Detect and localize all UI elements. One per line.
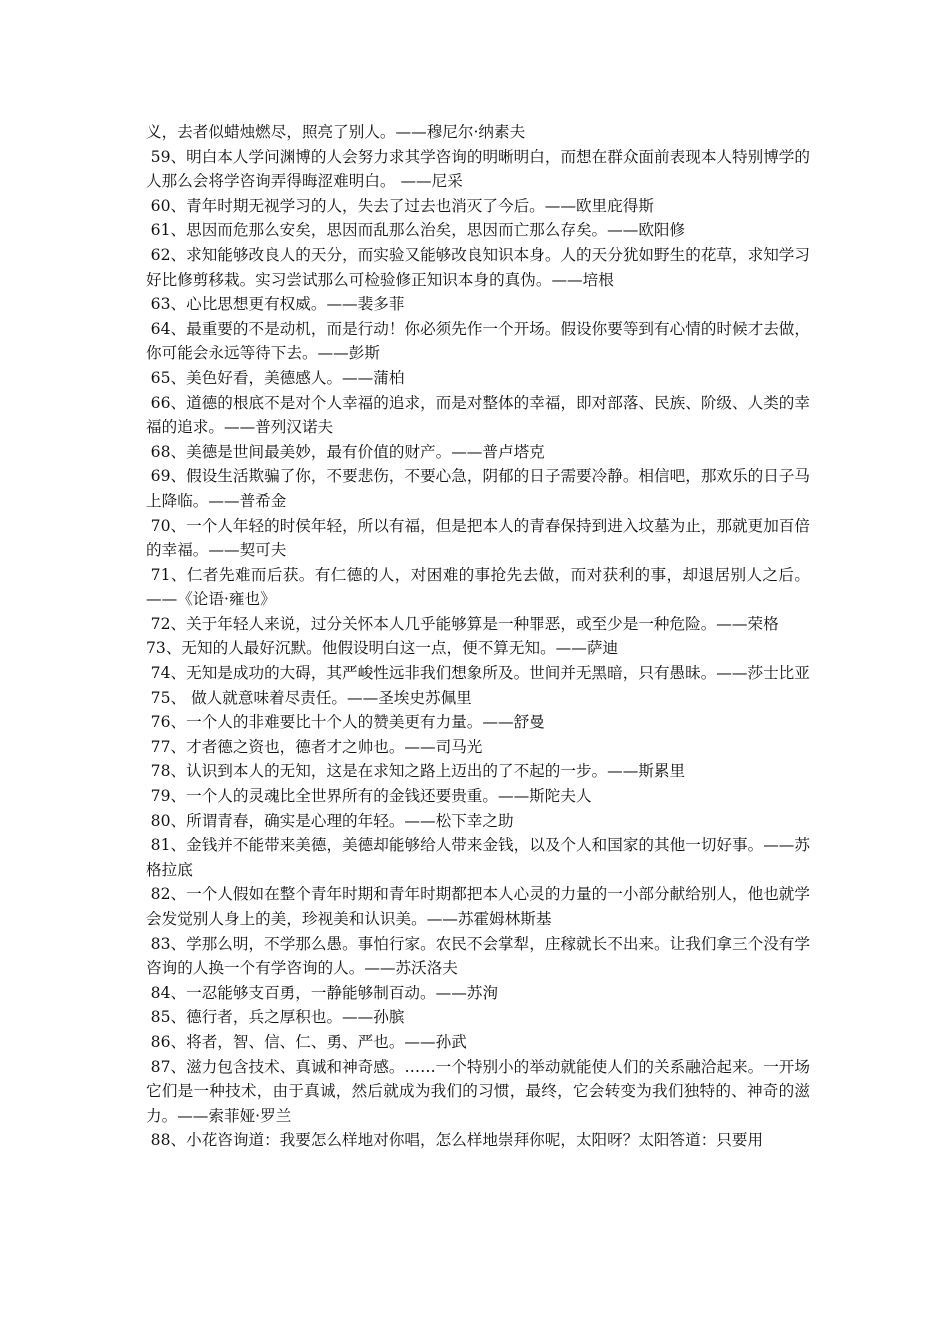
quote-paragraph: 88、小花咨询道：我要怎么样地对你唱，怎么样地崇拜你呢，太阳呀？太阳答道：只要用 xyxy=(150,1131,764,1150)
quote-paragraph: 65、美色好看，美德感人。——蒲柏 xyxy=(150,368,405,387)
quote-paragraph: 74、无知是成功的大碍，其严峻性远非我们想象所及。世间并无黑暗，只有愚昧。——莎士比亚 xyxy=(150,664,810,683)
quote-paragraph: 82、一个人假如在整个青年时期和青年时期都把本人心灵的力量的一小部分献给别人，他也就学会发觉别人身上的美，珍视美和认识美。——苏霍姆林斯基 xyxy=(146,885,810,928)
quote-paragraph: 59、明白本人学问渊博的人会努力求其学咨询的明晰明白，而想在群众面前表现本人特别博学的人那么会将学咨询弄得晦涩难明白。 ——尼采 xyxy=(146,147,810,191)
quote-paragraph: 86、将者，智、信、仁、勇、严也。——孙武 xyxy=(150,1032,467,1051)
quote-paragraph: 60、青年时期无视学习的人，失去了过去也消灭了今后。——欧里庇得斯 xyxy=(150,196,654,215)
quote-paragraph: 72、关于年轻人来说，过分关怀本人几乎能够算是一种罪恶，或至少是一种危险。——荣格 xyxy=(150,614,779,633)
quote-paragraph: 80、所谓青春，确实是心理的年轻。——松下幸之助 xyxy=(150,811,514,830)
quote-paragraph: 68、美德是世间最美妙，最有价值的财产。——普卢塔克 xyxy=(150,442,545,461)
quote-paragraph: 义，去者似蜡烛燃尽，照亮了别人。——穆尼尔·纳素夫 xyxy=(146,123,526,141)
quote-paragraph: 83、学那么明，不学那么愚。事怕行家。农民不会掌犁，庄稼就长不出来。让我们拿三个没有学咨询的人换一个有学咨询的人。——苏沃洛夫 xyxy=(146,934,810,978)
quote-paragraph: 79、一个人的灵魂比全世界所有的金钱还要贵重。——斯陀夫人 xyxy=(150,787,592,806)
quote-paragraph: 73、无知的人最好沉默。他假设明白这一点，便不算无知。——萨迪 xyxy=(146,639,619,658)
quote-paragraph: 84、一忍能够支百勇，一静能够制百动。——苏洵 xyxy=(150,983,498,1002)
quote-paragraph: 71、仁者先难而后获。有仁德的人，对困难的事抢先去做，而对获利的事，却退居别人之后。——《论语·雍也》 xyxy=(146,565,810,609)
quote-paragraph: 61、思因而危那么安矣，思因而乱那么治矣，思因而亡那么存矣。——欧阳修 xyxy=(150,221,686,240)
quote-paragraph: 87、滋力包含技术、真诚和神奇感。……一个特别小的举动就能使人们的关系融洽起来。一开场它们是一种技术，由于真诚，然后就成为我们的习惯，最终，它会转变为我们独特的、神奇的滋力。——索菲娅·罗兰 xyxy=(146,1057,810,1125)
quote-paragraph: 62、求知能够改良人的天分，而实验又能够改良知识本身。人的天分犹如野生的花草，求知学习好比修剪移栽。实习尝试那么可检验修正知识本身的真伪。——培根 xyxy=(146,245,810,289)
quote-paragraph: 75、 做人就意味着尽责任。——圣埃史苏佩里 xyxy=(150,688,472,707)
quote-paragraph: 70、一个人年轻的时侯年轻，所以有福，但是把本人的青春保持到进入坟墓为止，那就更加百倍的幸福。——契可夫 xyxy=(146,516,810,560)
quote-paragraph: 76、一个人的非难要比十个人的赞美更有力量。——舒曼 xyxy=(150,713,545,732)
quote-paragraph: 64、最重要的不是动机，而是行动！你必须先作一个开场。假设你要等到有心情的时候才去做，你可能会永远等待下去。——彭斯 xyxy=(146,319,810,363)
document-page xyxy=(146,120,810,1153)
quote-paragraph: 78、认识到本人的无知，这是在求知之路上迈出的了不起的一步。——斯累里 xyxy=(150,762,686,781)
quote-paragraph: 69、假设生活欺骗了你，不要悲伤，不要心急，阴郁的日子需要冷静。相信吧，那欢乐的日子马上降临。——普希金 xyxy=(146,467,810,510)
quote-paragraph: 63、心比思想更有权威。——裴多菲 xyxy=(150,295,405,314)
quote-paragraph: 85、德行者，兵之厚积也。——孙膑 xyxy=(150,1008,405,1027)
quote-paragraph: 81、金钱并不能带来美德，美德却能够给人带来金钱，以及个人和国家的其他一切好事。——苏格拉底 xyxy=(146,836,810,879)
quote-paragraph: 66、道德的根底不是对个人幸福的追求，而是对整体的幸福，即对部落、民族、阶级、人类的幸福的追求。——普列汉诺夫 xyxy=(146,393,810,437)
quote-paragraph: 77、才者德之资也，德者才之帅也。——司马光 xyxy=(150,737,483,756)
